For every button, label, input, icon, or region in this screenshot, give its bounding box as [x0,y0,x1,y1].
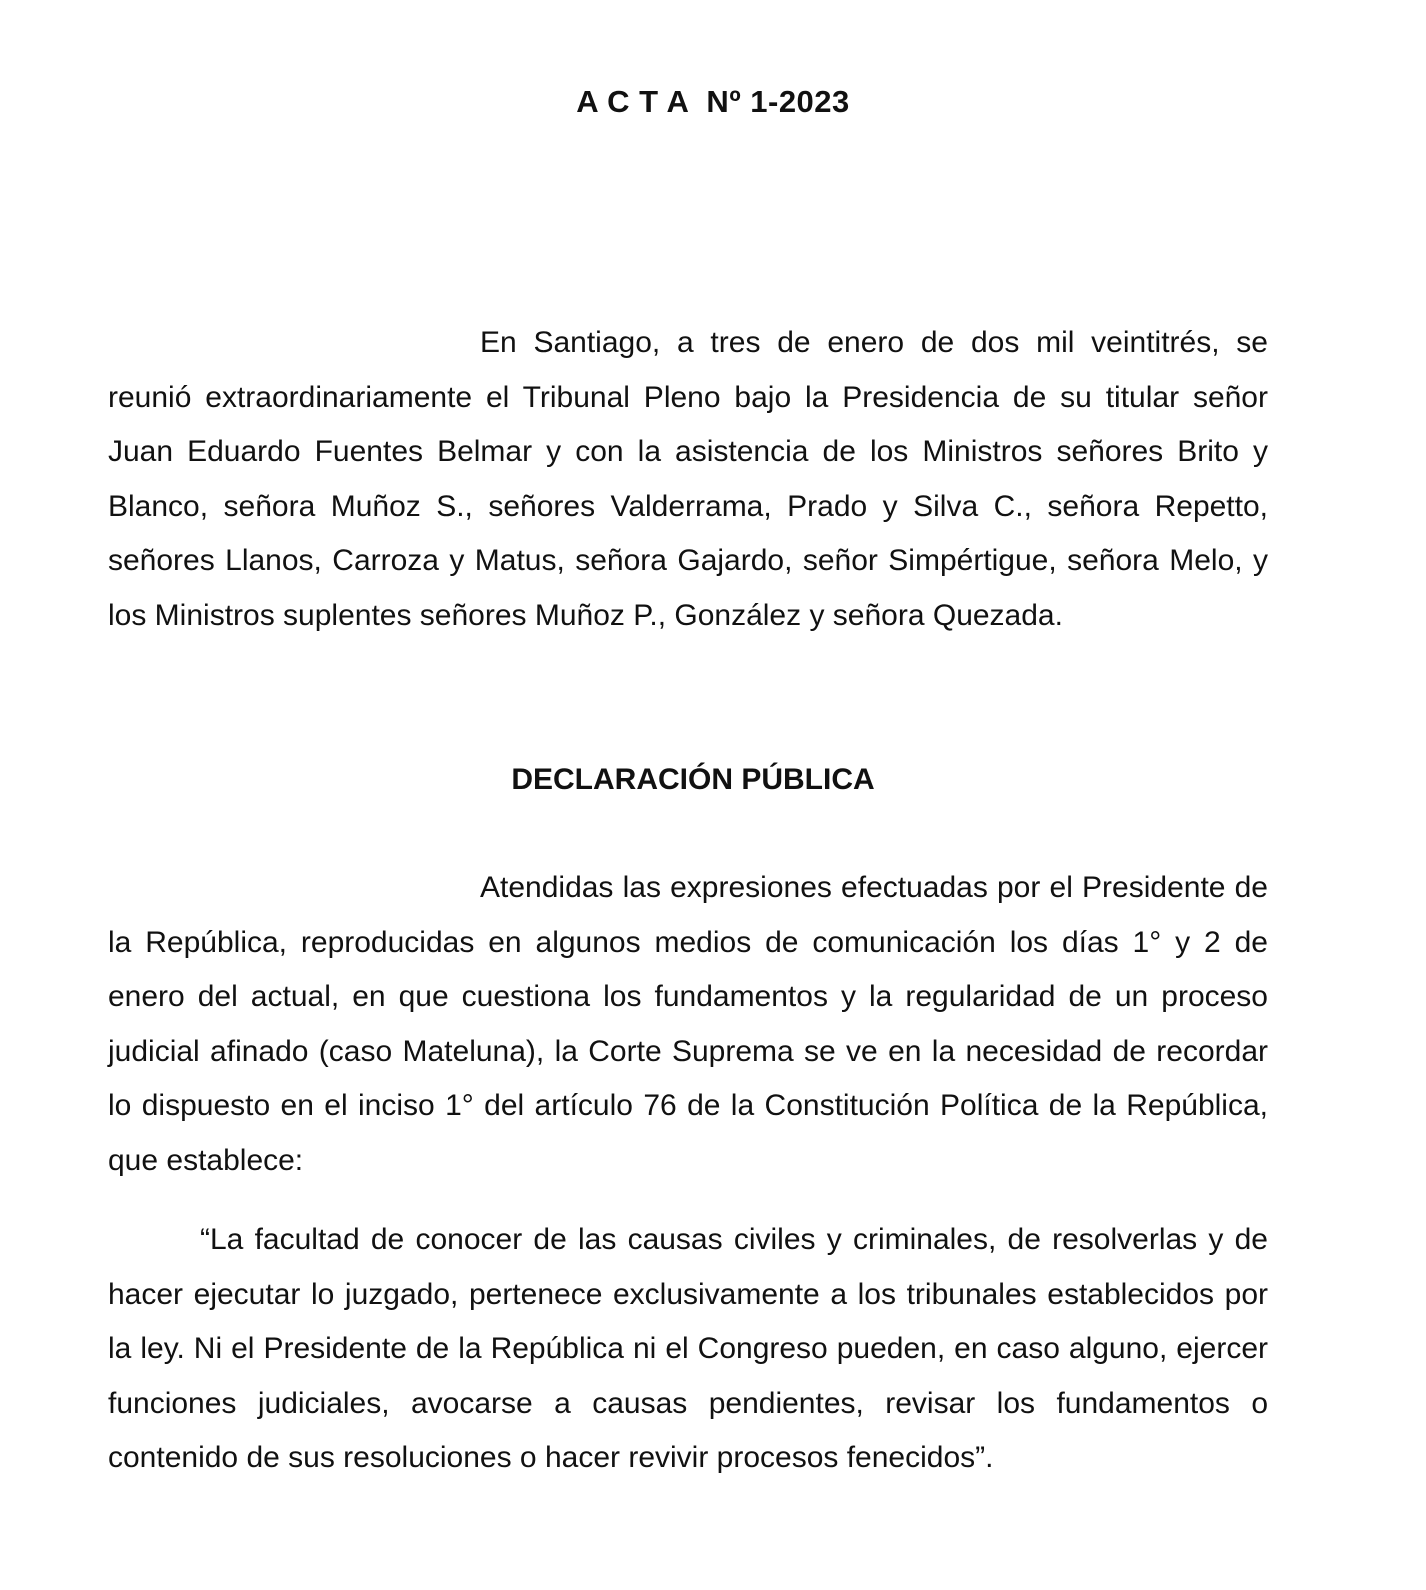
opening-paragraph: En Santiago, a tres de enero de dos mil veintitrés, se reunió extraordinariamente el Tribunal Pleno bajo la Presidencia de su titular señor Juan Eduardo Fuentes Belmar y con la asistencia de los Ministros señores Brito y Blanco, señora Muñoz S., señores Valderrama, Prado y Silva C., señora Repetto, señores Llanos, Carroza y Matus, señora Gajardo, señor Simpértigue, señora Melo, y los Ministros suplentes señores Muñoz P., González y señora Quezada. [108,326,1268,632]
section-heading: DECLARACIÓN PÚBLICA [511,763,875,796]
document-title: A C T A Nº 1-2023 [576,84,850,119]
declaration-paragraph: Atendidas las expresiones efectuadas por el Presidente de la República, reproducidas en algunos medios de comunicación los días 1° y 2 de enero del actual, en que cuestiona los fundamentos y la regularidad de un proceso judicial afinado (caso Mateluna), la Corte Suprema se ve en la necesidad de recordar lo dispuesto en el inciso 1° del artículo 76 de la Constitución Política de la República, que establece: [108,871,1268,1177]
constitution-quote: “La facultad de conocer de las causas civiles y criminales, de resolverlas y de hacer ejecutar lo juzgado, pertenece exclusivamente a los tribunales establecidos por la ley. Ni el Presidente de la República ni el Congreso pueden, en caso alguno, ejercer funciones judiciales, avocarse a causas pendientes, revisar los fundamentos o contenido de sus resoluciones o hacer revivir procesos fenecidos”. [108,1223,1268,1474]
